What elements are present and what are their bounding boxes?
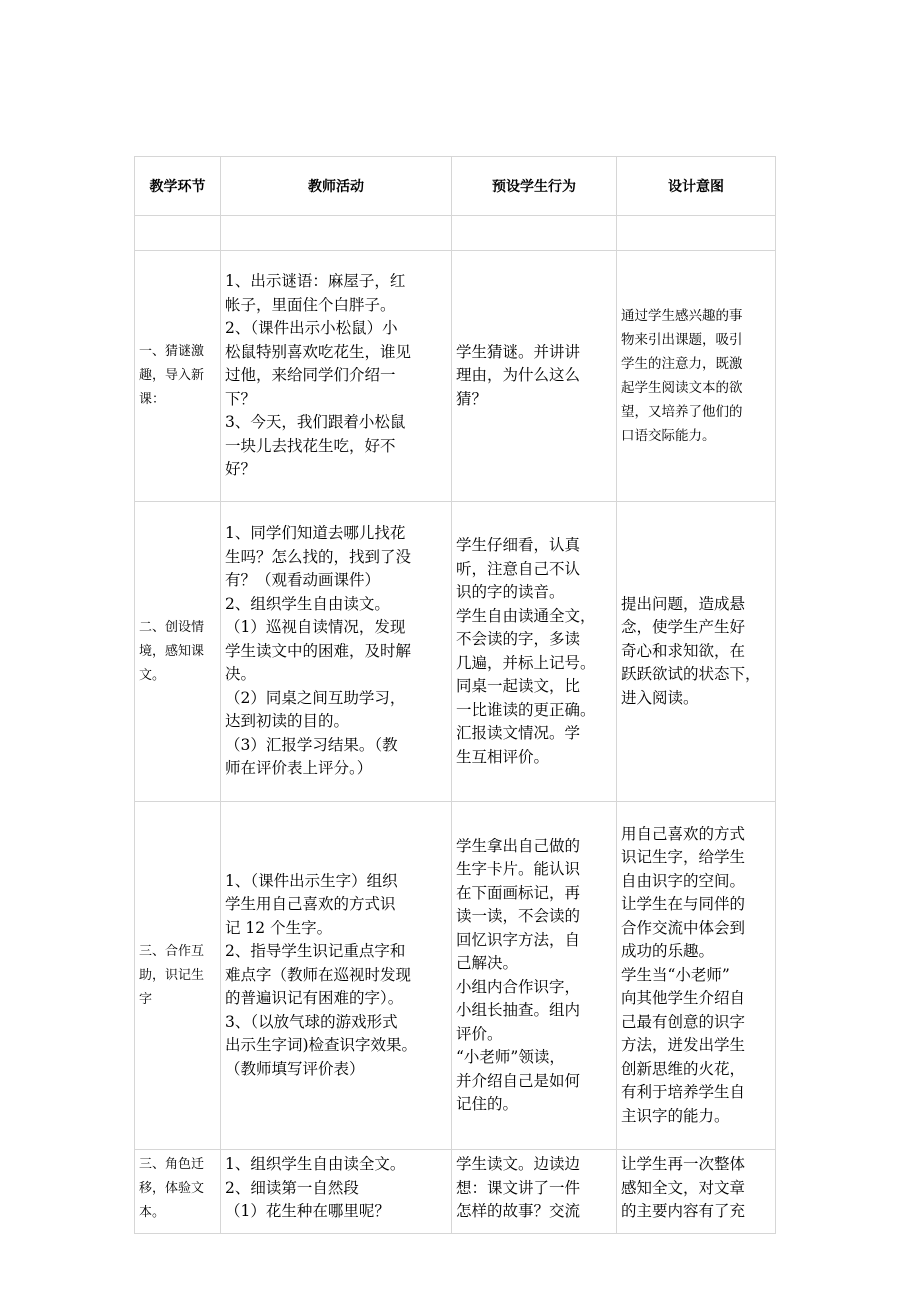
stage-line: 课： xyxy=(139,392,166,407)
student-behavior-cell xyxy=(452,1150,617,1234)
student-behavior-cell xyxy=(452,802,617,1150)
text-line: 出示生字词)检查识字效果。 xyxy=(225,1036,418,1055)
text-line: 2、组织学生自由读文。 xyxy=(225,594,390,613)
text-line: 合作交流中体会到 xyxy=(621,918,746,937)
stage-line: 三、角色迁 xyxy=(139,1157,205,1172)
text-line: 读一读，不会读的 xyxy=(456,907,581,925)
text-line: 1、同学们知道去哪儿找花 xyxy=(225,524,406,543)
header-teacher-activity: 教师活动 xyxy=(221,157,452,216)
stage-line: 一、猜谜激 xyxy=(139,344,205,359)
text-line: 己解决。 xyxy=(456,954,519,972)
teacher-activity-cell xyxy=(221,802,452,1150)
text-line: 2、指导学生识记重点字和 xyxy=(225,942,406,961)
stage-cell xyxy=(135,1150,221,1234)
text-line: 成功的乐趣。 xyxy=(621,942,715,961)
text-line: 有？（观看动画课件） xyxy=(225,571,381,590)
text-line: 想：课文讲了一件 xyxy=(456,1178,581,1197)
text-line: 学生读文中的困难，及时解 xyxy=(225,641,412,660)
stage-line: 二、创设情 xyxy=(139,619,205,635)
text-line: 生互相评价。 xyxy=(456,747,550,766)
text-line: 回忆识字方法，自 xyxy=(456,930,581,949)
text-line: 理由，为什么这么 xyxy=(456,366,581,385)
text-line: （2）同桌之间互助学习， xyxy=(225,688,406,707)
text-line: 学生的注意力，既激 xyxy=(621,356,743,372)
text-line: 记住的。 xyxy=(456,1095,519,1113)
text-line: 一比谁读的更正确。 xyxy=(456,700,596,719)
student-behavior-cell xyxy=(452,251,617,502)
text-line: （1）巡视自读情况，发现 xyxy=(225,618,406,637)
empty-cell xyxy=(135,216,221,251)
text-line: 自由识字的空间。 xyxy=(621,871,746,890)
text-line: 2、细读第一自然段 xyxy=(225,1178,359,1197)
text-line: 用自己喜欢的方式 xyxy=(621,824,746,843)
text-line: 帐子，里面住个白胖子。 xyxy=(225,295,396,314)
text-line: 学生当“小老师” xyxy=(621,965,730,984)
stage-line: 境，感知课 xyxy=(139,643,205,659)
text-line: 识的字的读音。 xyxy=(456,583,565,601)
stage-line: 趣，导入新 xyxy=(139,368,205,383)
text-line: 2、（课件出示小松鼠）小 xyxy=(225,319,398,338)
text-line: 创新思维的火花， xyxy=(621,1059,746,1078)
text-line: 同桌一起读文，比 xyxy=(456,677,581,695)
text-line: 好？ xyxy=(225,460,257,479)
text-line: 并介绍自己是如何 xyxy=(456,1071,581,1090)
stage-line: 文。 xyxy=(139,667,166,683)
stage-line: 助，识记生 xyxy=(139,967,205,983)
stage-line: 三、合作互 xyxy=(139,943,205,959)
text-line: 生吗？怎么找的，找到了没 xyxy=(225,547,412,566)
text-line: （1）花生种在哪里呢？ xyxy=(225,1202,390,1220)
text-line: 记 12 个生字。 xyxy=(225,918,333,937)
text-line: 主识字的能力。 xyxy=(621,1106,730,1125)
design-intent-cell xyxy=(617,802,776,1150)
text-line: 猜？ xyxy=(456,389,488,408)
text-line: 达到初读的目的。 xyxy=(225,712,350,731)
text-line: 学生自由读通全文， xyxy=(456,606,596,625)
text-line: 己最有创意的识字 xyxy=(621,1012,746,1031)
table-row xyxy=(135,502,776,802)
text-line: （教师填写评价表） xyxy=(225,1059,365,1078)
text-line: 起学生阅读文本的欲 xyxy=(621,380,743,396)
header-design-intent: 设计意图 xyxy=(617,157,776,216)
text-line: 1、组织学生自由读全文。 xyxy=(225,1155,406,1173)
text-line: 进入阅读。 xyxy=(621,688,699,707)
text-line: 怎样的故事？交流 xyxy=(456,1202,581,1220)
text-line: 奇心和求知欲，在 xyxy=(621,641,746,660)
text-line: 的普遍识记有困难的字）。 xyxy=(225,989,404,1008)
text-line: “小老师”领读， xyxy=(456,1048,565,1066)
text-line: 松鼠特别喜欢吃花生，谁见 xyxy=(225,342,412,361)
header-stage: 教学环节 xyxy=(135,157,221,216)
text-line: 学生拿出自己做的 xyxy=(456,836,581,855)
teacher-activity-cell xyxy=(221,502,452,802)
text-line: 听，注意自己不认 xyxy=(456,559,581,578)
design-intent-cell xyxy=(617,251,776,502)
stage-cell xyxy=(135,251,221,502)
text-line: 方法，迸发出学生 xyxy=(621,1036,746,1055)
stage-cell xyxy=(135,802,221,1150)
empty-cell xyxy=(452,216,617,251)
text-line: 在下面画标记，再 xyxy=(456,883,581,902)
text-line: 几遍，并标上记号。 xyxy=(456,653,596,672)
text-line: 1、（课件出示生字）组织 xyxy=(225,871,398,890)
text-line: 学生读文。边读边 xyxy=(456,1155,581,1173)
text-line: 难点字（教师在巡视时发现 xyxy=(225,965,412,984)
design-intent-cell xyxy=(617,502,776,802)
text-line: 念，使学生产生好 xyxy=(621,618,746,637)
text-line: 过他，来给同学们介绍一 xyxy=(225,366,396,385)
text-line: 提出问题，造成悬 xyxy=(621,594,746,613)
empty-cell xyxy=(617,216,776,251)
text-line: 向其他学生介绍自 xyxy=(621,989,746,1008)
table-row xyxy=(135,802,776,1150)
text-line: 1、出示谜语：麻屋子，红 xyxy=(225,272,406,291)
design-intent-cell xyxy=(617,1150,776,1234)
text-line: 不会读的字，多读 xyxy=(456,630,581,648)
text-line: 汇报读文情况。学 xyxy=(456,724,581,742)
text-line: 师在评价表上评分。） xyxy=(225,759,373,778)
text-line: 通过学生感兴趣的事 xyxy=(621,308,743,324)
text-line: 生字卡片。能认识 xyxy=(456,860,581,878)
text-line: 学生用自己喜欢的方式识 xyxy=(225,895,396,914)
stage-line: 移，体验文 xyxy=(139,1181,205,1196)
stage-line: 字 xyxy=(139,991,153,1007)
text-line: 跃跃欲试的状态下， xyxy=(621,665,761,684)
empty-row xyxy=(135,216,776,251)
text-line: 口语交际能力。 xyxy=(621,428,716,444)
stage-line: 本。 xyxy=(139,1205,166,1220)
text-line: 评价。 xyxy=(456,1024,503,1043)
table-row xyxy=(135,1150,776,1234)
text-line: （3）汇报学习结果。（教 xyxy=(225,735,398,754)
text-line: 让学生在与同伴的 xyxy=(621,895,746,914)
text-line: 识记生字，给学生 xyxy=(621,848,746,867)
header-student-behavior: 预设学生行为 xyxy=(452,157,617,216)
text-line: 让学生再一次整体 xyxy=(621,1155,746,1173)
text-line: 的主要内容有了充 xyxy=(621,1202,746,1220)
table-row xyxy=(135,251,776,502)
teacher-activity-cell xyxy=(221,251,452,502)
lesson-plan-table xyxy=(134,156,776,1234)
stage-cell xyxy=(135,502,221,802)
text-line: 感知全文，对文章 xyxy=(621,1178,746,1197)
teacher-activity-cell xyxy=(221,1150,452,1234)
text-line: 学生仔细看，认真 xyxy=(456,536,581,554)
header-row xyxy=(135,157,776,216)
empty-cell xyxy=(221,216,452,251)
text-line: 一块儿去找花生吃，好不 xyxy=(225,436,396,455)
text-line: 望，又培养了他们的 xyxy=(621,404,743,420)
text-line: 物来引出课题，吸引 xyxy=(621,332,743,348)
text-line: 下？ xyxy=(225,389,257,408)
text-line: 3、（以放气球的游戏形式 xyxy=(225,1012,398,1031)
text-line: 小组内合作识字， xyxy=(456,977,581,996)
text-line: 决。 xyxy=(225,665,257,684)
text-line: 有利于培养学生自 xyxy=(621,1083,746,1102)
text-line: 3、今天，我们跟着小松鼠 xyxy=(225,413,406,432)
text-line: 小组长抽查。组内 xyxy=(456,1001,581,1019)
text-line: 学生猜谜。并讲讲 xyxy=(456,342,581,361)
student-behavior-cell xyxy=(452,502,617,802)
